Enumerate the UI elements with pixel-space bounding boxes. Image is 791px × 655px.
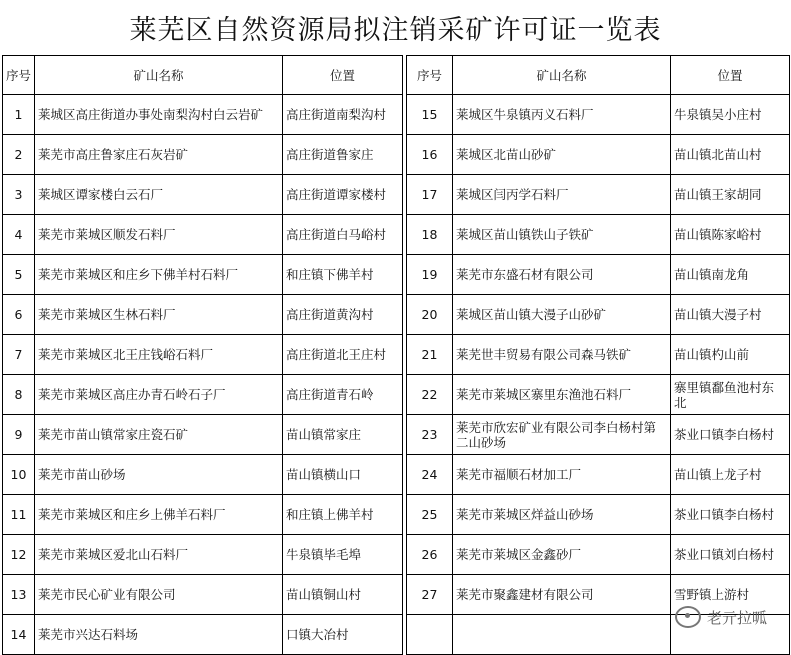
header-no-right: 序号	[407, 56, 453, 95]
mine-name: 莱芜市聚鑫建材有限公司	[453, 575, 671, 615]
wechat-icon	[675, 606, 701, 628]
row-number: 1	[3, 95, 35, 135]
mine-location: 苗山镇常家庄	[283, 415, 403, 455]
table-row	[3, 575, 790, 615]
mine-name: 莱芜市莱城区和庄乡上佛羊石料厂	[35, 495, 283, 535]
permit-table	[2, 55, 790, 655]
mine-name: 莱芜市莱城区烊益山砂场	[453, 495, 671, 535]
row-number: 7	[3, 335, 35, 375]
watermark	[675, 606, 767, 628]
mine-location: 高庄街道谭家楼村	[283, 175, 403, 215]
row-number: 5	[3, 255, 35, 295]
mine-name: 莱芜市高庄鲁家庄石灰岩矿	[35, 135, 283, 175]
mine-location: 高庄街道北王庄村	[283, 335, 403, 375]
mine-name: 莱城区谭家楼白云石厂	[35, 175, 283, 215]
mine-location: 高庄街道白马峪村	[283, 215, 403, 255]
mine-location: 高庄街道黄沟村	[283, 295, 403, 335]
mine-name: 莱芜市莱城区爱北山石料厂	[35, 535, 283, 575]
row-number: 27	[407, 575, 453, 615]
mine-location: 苗山镇杓山前	[671, 335, 790, 375]
table-row	[3, 375, 790, 415]
mine-location: 高庄街道青石岭	[283, 375, 403, 415]
table-row	[3, 615, 790, 655]
table-row	[3, 95, 790, 135]
mine-location: 高庄街道南梨沟村	[283, 95, 403, 135]
mine-name: 莱城区牛泉镇丙义石料厂	[453, 95, 671, 135]
row-number: 22	[407, 375, 453, 415]
mine-name: 莱芜市莱城区和庄乡下佛羊村石料厂	[35, 255, 283, 295]
mine-location: 苗山镇北苗山村	[671, 135, 790, 175]
table-row	[3, 295, 790, 335]
mine-name: 莱芜市莱城区寨里东渔池石料厂	[453, 375, 671, 415]
row-number: 12	[3, 535, 35, 575]
row-number: 10	[3, 455, 35, 495]
mine-name: 莱城区苗山镇铁山子铁矿	[453, 215, 671, 255]
mine-name: 莱芜市民心矿业有限公司	[35, 575, 283, 615]
mine-location: 苗山镇铜山村	[283, 575, 403, 615]
mine-name: 莱城区苗山镇大漫子山砂矿	[453, 295, 671, 335]
row-number: 21	[407, 335, 453, 375]
mine-name: 莱芜市莱城区北王庄钱峪石料厂	[35, 335, 283, 375]
mine-name: 莱城区高庄街道办事处南梨沟村白云岩矿	[35, 95, 283, 135]
table-row	[3, 135, 790, 175]
mine-location: 茶业口镇李白杨村	[671, 495, 790, 535]
row-number: 4	[3, 215, 35, 255]
mine-location: 苗山镇横山口	[283, 455, 403, 495]
row-number: 23	[407, 415, 453, 455]
row-number: 25	[407, 495, 453, 535]
row-number: 16	[407, 135, 453, 175]
mine-name: 莱芜市欣宏矿业有限公司李白杨村第二山砂场	[453, 415, 671, 455]
page-title: 莱芜区自然资源局拟注销采矿许可证一览表	[129, 14, 662, 46]
mine-location: 寨里镇鄱鱼池村东北	[671, 375, 790, 415]
header-row	[3, 56, 790, 95]
row-number: 18	[407, 215, 453, 255]
table-row	[3, 455, 790, 495]
table-row	[3, 255, 790, 295]
table-row	[3, 335, 790, 375]
row-number: 3	[3, 175, 35, 215]
row-number: 24	[407, 455, 453, 495]
mine-location: 和庄镇上佛羊村	[283, 495, 403, 535]
mine-location: 苗山镇上龙子村	[671, 455, 790, 495]
row-number: 20	[407, 295, 453, 335]
mine-name: 莱城区北苗山砂矿	[453, 135, 671, 175]
mine-location: 苗山镇王家胡同	[671, 175, 790, 215]
row-number: 14	[3, 615, 35, 655]
mine-location: 茶业口镇李白杨村	[671, 415, 790, 455]
mine-location: 和庄镇下佛羊村	[283, 255, 403, 295]
mine-location: 苗山镇陈家峪村	[671, 215, 790, 255]
row-number: 26	[407, 535, 453, 575]
header-no-left: 序号	[3, 56, 35, 95]
row-number: 19	[407, 255, 453, 295]
watermark-text: 老亓拉呱	[706, 608, 767, 627]
header-name-right: 矿山名称	[453, 56, 671, 95]
table-row	[3, 535, 790, 575]
row-number	[407, 615, 453, 655]
mine-name: 莱芜市苗山砂场	[35, 455, 283, 495]
row-number: 17	[407, 175, 453, 215]
mine-location: 苗山镇大漫子村	[671, 295, 790, 335]
row-number: 9	[3, 415, 35, 455]
mine-name: 莱芜市莱城区生林石料厂	[35, 295, 283, 335]
mine-name: 莱芜市莱城区顺发石料厂	[35, 215, 283, 255]
mine-name: 莱芜市兴达石料场	[35, 615, 283, 655]
mine-location: 牛泉镇吴小庄村	[671, 95, 790, 135]
row-number: 11	[3, 495, 35, 535]
header-name-left: 矿山名称	[35, 56, 283, 95]
row-number: 6	[3, 295, 35, 335]
mine-name	[453, 615, 671, 655]
row-number: 15	[407, 95, 453, 135]
mine-location: 牛泉镇毕毛埠	[283, 535, 403, 575]
header-location-right: 位置	[671, 56, 790, 95]
mine-name: 莱芜市福顺石材加工厂	[453, 455, 671, 495]
mine-location: 苗山镇南龙角	[671, 255, 790, 295]
mine-name: 莱芜市莱城区高庄办青石岭石子厂	[35, 375, 283, 415]
mine-name: 莱芜市莱城区金鑫砂厂	[453, 535, 671, 575]
table-row	[3, 415, 790, 455]
mine-location: 雪野镇上游村	[671, 575, 790, 615]
mine-name: 莱芜市东盛石材有限公司	[453, 255, 671, 295]
mine-name: 莱城区闫丙学石料厂	[453, 175, 671, 215]
table-row	[3, 495, 790, 535]
mine-location: 口镇大冶村	[283, 615, 403, 655]
mine-location: 茶业口镇刘白杨村	[671, 535, 790, 575]
row-number: 2	[3, 135, 35, 175]
header-location-left: 位置	[283, 56, 403, 95]
row-number: 8	[3, 375, 35, 415]
mine-name: 莱芜市苗山镇常家庄瓷石矿	[35, 415, 283, 455]
mine-name: 莱芜世丰贸易有限公司森马铁矿	[453, 335, 671, 375]
mine-location: 高庄街道鲁家庄	[283, 135, 403, 175]
table-row	[3, 175, 790, 215]
table-row	[3, 215, 790, 255]
row-number: 13	[3, 575, 35, 615]
